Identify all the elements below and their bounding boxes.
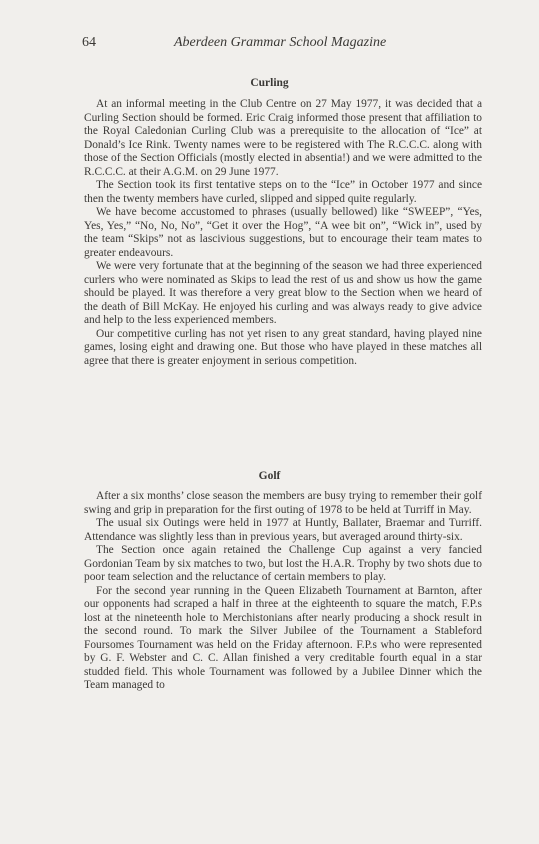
running-title: Aberdeen Grammar School Magazine [174, 35, 387, 50]
curling-paragraph: We have become accustomed to phrases (usually bellowed) like “SWEEP”, “Yes, Yes, Yes,” “No, No, No”, “Get it over the Hog”, “A wee bit on”, “Wick in”, used by the team “Skips” not as lascivious suggestions, but to encourage their team mates to greater endeavours. [84, 206, 482, 259]
golf-paragraph: After a six months’ close season the members are busy trying to remember their golf swing and grip in preparation for the first outing of 1978 to be held at Turriff in May. [84, 490, 482, 516]
page-header [82, 35, 482, 53]
section-title-curling: Curling [250, 77, 289, 89]
curling-paragraph: The Section took its first tentative steps on to the “Ice” in October 1977 and since then the twenty members have curled, slipped and sipped quite regularly. [84, 179, 482, 205]
curling-paragraph: Our competitive curling has not yet risen to any great standard, having played nine games, losing eight and drawing one. But those who have played in these matches all agree that there is greater enjoyment in serious competition. [84, 327, 482, 367]
golf-paragraph: For the second year running in the Queen Elizabeth Tournament at Barnton, after our opponents had scraped a half in three at the eighteenth to square the match, F.P.s lost at the nineteenth hole to Merchistonians after nearly producing a shock result in the second round. To mark the Silver Jubilee of the Tournament a Stableford Foursomes Tournament was held on the Friday afternoon. F.P.s who were represented by G. F. Webster and C. C. Allan finished a very creditable fourth equal in a star studded field. This whole Tournament was followed by a Jubilee Dinner which the Team managed to [84, 584, 482, 691]
section-golf-body [84, 490, 482, 693]
golf-paragraph: The Section once again retained the Challenge Cup against a very fancied Gordonian Team by six matches to two, but lost the H.A.R. Trophy by two shots due to poor team selection and the reluctance of certain members to play. [84, 544, 482, 583]
curling-paragraph: We were very fortunate that at the beginning of the season we had three experienced curlers who were nominated as Skips to lead the rest of us and show us how the game should be played. It was therefore a very great blow to the Section when we heard of the death of Bill McKay. He enjoyed his curling and was always ready to give advice and help to the less experienced members. [84, 260, 482, 326]
section-curling-body [84, 98, 482, 368]
curling-paragraph: At an informal meeting in the Club Centre on 27 May 1977, it was decided that a Curling Section should be formed. Eric Craig informed those present that affiliation to the Royal Caledonian Curling Club was a prerequisite to the allocation of “Ice” at Donald’s Ice Rink. Twenty names were to be registered with The R.C.C.C. along with those of the Section Officials (mostly elected in absentia!) and we were admitted to the R.C.C.C. at their A.G.M. on 29 June 1977. [84, 98, 482, 178]
section-title-golf: Golf [258, 470, 281, 482]
golf-paragraph: The usual six Outings were held in 1977 at Huntly, Ballater, Braemar and Turriff. Attendance was slightly less than in previous years, but averaged around thirty-six. [84, 517, 482, 543]
page-number: 64 [82, 35, 96, 50]
